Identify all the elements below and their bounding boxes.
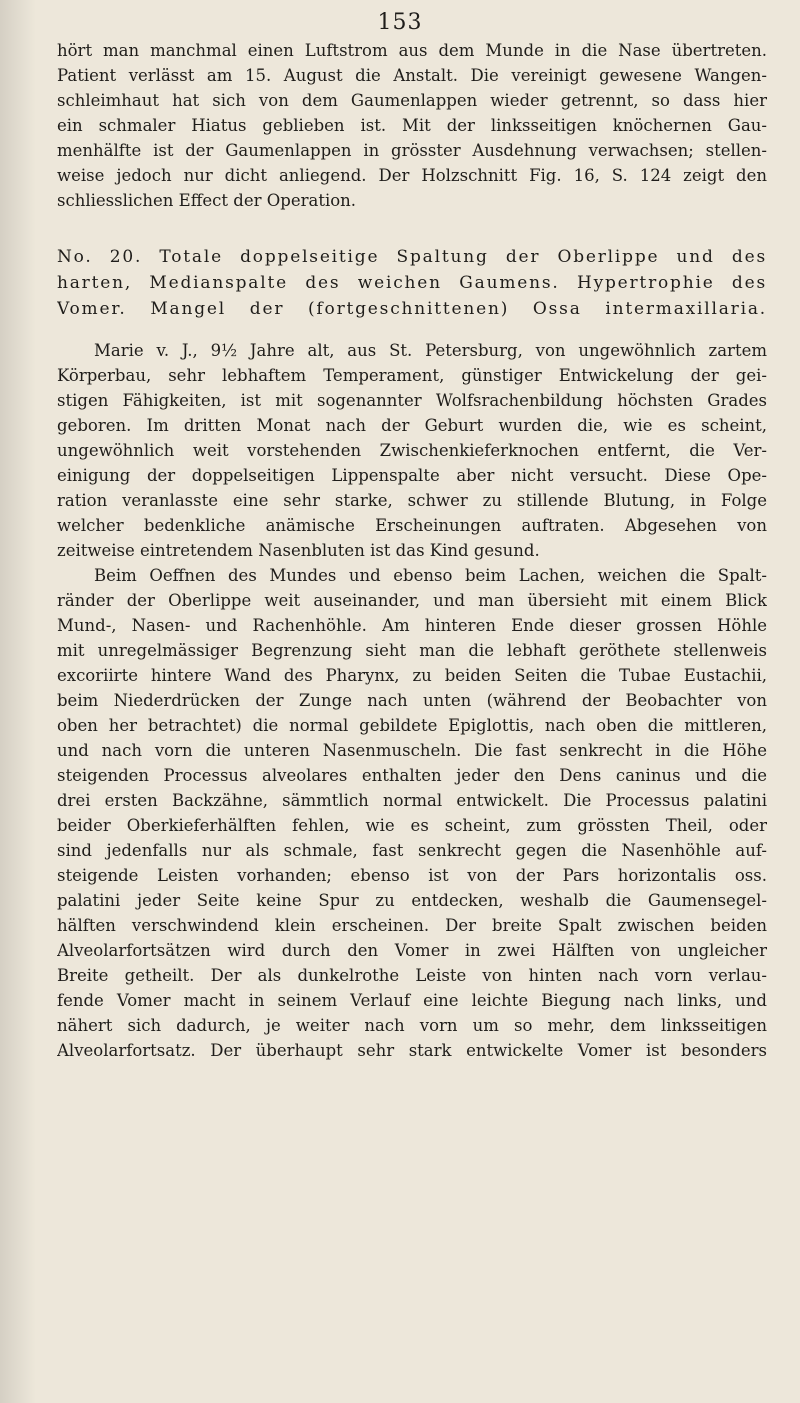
- text-line: steigende Leisten vorhanden; ebenso ist von der Pars horizontalis oss.: [57, 866, 767, 885]
- case-heading-line: Vomer. Mangel der (fortgeschnittenen) Ossa intermaxillaria.: [57, 299, 767, 319]
- text-line: Körperbau, sehr lebhaftem Temperament, günstiger Entwickelung der gei-: [57, 366, 767, 385]
- text-line: welcher bedenkliche anämische Erscheinungen auftraten. Abgesehen von: [57, 516, 767, 535]
- text-line: excoriirte hintere Wand des Pharynx, zu beiden Seiten die Tubae Eustachii,: [57, 666, 767, 685]
- text-line: fende Vomer macht in seinem Verlauf eine leichte Biegung nach links, und: [57, 991, 767, 1010]
- text-line: zeitweise eintretendem Nasenbluten ist das Kind gesund.: [57, 541, 540, 560]
- text-line: menhälfte ist der Gaumenlappen in grösster Ausdehnung verwachsen; stellen-: [57, 141, 767, 160]
- text-line: schliesslichen Effect der Operation.: [57, 191, 357, 210]
- binding-shadow: [0, 0, 36, 1403]
- text-line: Alveolarfortsatz. Der überhaupt sehr stark entwickelte Vomer ist besonders: [57, 1041, 767, 1060]
- case-heading-line: harten, Medianspalte des weichen Gaumens. Hypertrophie des: [57, 273, 767, 293]
- text-line: geboren. Im dritten Monat nach der Geburt wurden die, wie es scheint,: [57, 416, 767, 435]
- text-line: einigung der doppelseitigen Lippenspalte aber nicht versucht. Diese Ope-: [57, 466, 767, 485]
- text-line: Mund-, Nasen- und Rachenhöhle. Am hinteren Ende dieser grossen Höhle: [57, 616, 767, 635]
- text-line: Marie v. J., 9½ Jahre alt, aus St. Petersburg, von ungewöhnlich zartem: [94, 341, 767, 360]
- text-line: hört man manchmal einen Luftstrom aus dem Munde in die Nase übertreten.: [57, 41, 767, 60]
- text-line: ration veranlasste eine sehr starke, schwer zu stillende Blutung, in Folge: [57, 491, 767, 510]
- text-line: beim Niederdrücken der Zunge nach unten (während der Beobachter von: [57, 691, 767, 710]
- text-line: Beim Oeffnen des Mundes und ebenso beim Lachen, weichen die Spalt-: [94, 566, 767, 585]
- text-line: und nach vorn die unteren Nasenmuscheln. Die fast senkrecht in die Höhe: [57, 741, 767, 760]
- text-line: beider Oberkieferhälften fehlen, wie es scheint, zum grössten Theil, oder: [57, 816, 767, 835]
- text-line: steigenden Processus alveolares enthalten jeder den Dens caninus und die: [57, 766, 767, 785]
- text-line: Breite getheilt. Der als dunkelrothe Leiste von hinten nach vorn verlau-: [57, 966, 767, 985]
- text-line: hälften verschwindend klein erscheinen. Der breite Spalt zwischen beiden: [57, 916, 767, 935]
- text-line: drei ersten Backzähne, sämmtlich normal entwickelt. Die Processus palatini: [57, 791, 767, 810]
- text-line: schleimhaut hat sich von dem Gaumenlappen wieder getrennt, so dass hier: [57, 91, 767, 110]
- text-line: weise jedoch nur dicht anliegend. Der Holzschnitt Fig. 16, S. 124 zeigt den: [57, 166, 767, 185]
- text-line: ungewöhnlich weit vorstehenden Zwischenkieferknochen entfernt, die Ver-: [57, 441, 767, 460]
- text-line: nähert sich dadurch, je weiter nach vorn um so mehr, dem linksseitigen: [57, 1016, 767, 1035]
- text-line: oben her betrachtet) die normal gebildete Epiglottis, nach oben die mittleren,: [57, 716, 767, 735]
- text-line: ränder der Oberlippe weit auseinander, und man übersieht mit einem Blick: [57, 591, 767, 610]
- page-number: 153: [377, 10, 423, 35]
- text-line: sind jedenfalls nur als schmale, fast senkrecht gegen die Nasenhöhle auf-: [57, 841, 767, 860]
- text-line: stigen Fähigkeiten, ist mit sogenannter Wolfsrachenbildung höchsten Grades: [57, 391, 767, 410]
- text-line: palatini jeder Seite keine Spur zu entdecken, weshalb die Gaumensegel-: [57, 891, 767, 910]
- text-line: Alveolarfortsätzen wird durch den Vomer in zwei Hälften von ungleicher: [57, 941, 767, 960]
- case-heading-line: No. 20. Totale doppelseitige Spaltung der Oberlippe und des: [57, 247, 767, 267]
- text-line: ein schmaler Hiatus geblieben ist. Mit der linksseitigen knöchernen Gau-: [57, 116, 767, 135]
- text-line: Patient verlässt am 15. August die Anstalt. Die vereinigt gewesene Wangen-: [57, 66, 767, 85]
- text-line: mit unregelmässiger Begrenzung sieht man die lebhaft geröthete stellenweis: [57, 641, 767, 660]
